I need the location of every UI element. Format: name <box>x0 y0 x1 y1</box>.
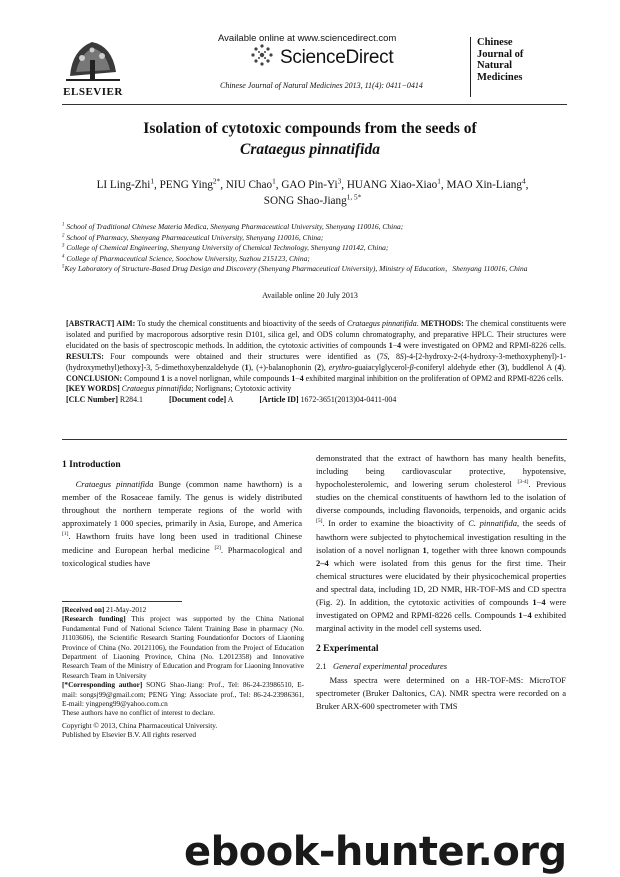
author-list: LI Ling-Zhi$^1$, PENG Ying$^{2*}$, NIU Chao$^1$, GAO Pin-Yi$^3$, HUANG Xiao-Xiao$^1$, MAO Xin-Liang$^4$, SONG Shao-Jiang$^{1, 5*}$ <box>96 177 529 207</box>
abstract-text: [ABSTRACT] AIM: To study the chemical constituents and bioactivity of the seeds of Crataegus pinnatifida. METHODS: The chemical constituents were isolated and purified by macroporous adsorptive resin D101, silica gel, and ODS column chromatography, and preparative HPLC. Their structures were elucidated on the basis of spectroscopic methods. In addition, the cytotoxic activities of compounds 1−4 were investigated on OPM2 and RPMI-8226 cells. RESULTS: Four compounds were obtained and their structures were identified as (7S, 8S)-4-[2-hydroxy-2-(4-hydroxy-3-methoxyphenyl)-1-(hydroxymethyl)ethoxy]-3, 5-dimethoxybenzaldehyde (1), (+)-balanophonin (2), erythro-guaiacylglycerol-β-coniferyl aldehyde ether (3), buddlenol A (4). CONCLUSION: Compound 1 is a novel norlignan, while compounds 1−4 exhibited marginal inhibition on the proliferation of OPM2 and RPMI-8226 cells. <box>66 319 566 383</box>
abstract-divider <box>62 439 567 440</box>
journal-name-box <box>470 37 572 97</box>
section-heading-experimental: 2 Experimental <box>316 644 379 655</box>
copyright-notice: Copyright © 2013, China Pharmaceutical University. <box>62 720 218 730</box>
conflict-statement: These authors have no conflict of interest to declare. <box>62 708 215 718</box>
journal-line: Medicines <box>477 71 523 83</box>
affiliations <box>62 222 567 275</box>
left-column <box>62 459 302 570</box>
affiliation: $^5$Key Laboratory of Structure-Based Drug Design and Discovery (Shenyang Pharmaceutical University), Ministry of Education，Shenyang 110016, China <box>62 264 528 273</box>
paper-title-line2: Crataegus pinnatifida <box>240 141 380 158</box>
journal-line: Natural <box>477 60 512 71</box>
author-name: MAO Xin-Liang <box>446 179 522 191</box>
footnotes <box>62 605 304 740</box>
affiliation: $^1$ School of Traditional Chinese Materia Medica, Shenyang Pharmaceutical University, Shenyang 110016, China; <box>62 222 404 231</box>
intro-paragraph-continued: demonstrated that the extract of hawthorn has many health benefits, including being cardiovascular protective, hypotensive, hypocholesterolemic, and lowering serum cholesterol [3-4]. Previous studies on the chemical constituents of hawthorn led to the isolation of diverse compounds, including flavonoids, terpenoids, and organic acids [5]. In order to examine the bioactivity of C. pinnatifida, the seeds of hawthorn were subjected to phytochemical investigation resulting in the isolation of a novel norlignan 1, together with three known compounds 2–4 which were isolated from this genus for the first time. Their chemical structures were elucidated by their physicochemical properties and spectral data, including 1D, 2D NMR, HR-TOF-MS and CD spectra (Fig. 2). In addition, the cytotoxic activities of compounds 1−4 were investigated on OPM2 and RPMI-8226 cells. Compounds 1−4 exhibited marginal activity in the model cell systems used. <box>316 453 566 634</box>
keywords-line: [KEY WORDS] Crataegus pinnatifida; Norlignans; Cytotoxic activity <box>66 384 292 394</box>
paper-title-line1: Isolation of cytotoxic compounds from the seeds of <box>143 120 477 137</box>
affiliation: $^3$ College of Chemical Engineering, Shenyang University of Chemical Technology, Shenyang 110142, China; <box>62 243 389 252</box>
author-name: NIU Chao <box>225 179 273 191</box>
journal-line: Journal of <box>477 48 524 60</box>
funding-note: [Research funding] This project was supported by the China National Fundamental Fund of National Science Talent Training Base in pharmacy (No. J1103606), the Scientific Research Starting Foundationfor Doctors of Liaoning Province of China (No. 20121106), the Foundation from the Project of Education Department of Liaoning Province, China (No. L2012358) and Innovative Research Team of the Ministry of Education and Program for Liaoning Innovative Research Team in University <box>62 614 304 680</box>
author-name: HUANG Xiao-Xiao <box>346 179 438 191</box>
available-online-banner[interactable]: Available online at www.sciencedirect.com <box>218 33 397 44</box>
author-name: LI Ling-Zhi <box>96 179 151 191</box>
author-affil-mark: 3 <box>337 177 342 186</box>
corresponding-author: [*Corresponding author] SONG Shao-Jiang: Prof., Tel: 86-24-23986510, E-mail: songsj99@gmail.com; PENG Ying: Associate prof., Tel: 86-24-23986361, E-mail: yingpeng99@yahoo.com.cn <box>62 680 304 709</box>
subsection-heading: 2.1 General experimental procedures <box>316 661 448 672</box>
author-affil-mark: 1 <box>272 177 276 186</box>
affiliation: $^2$ School of Pharmacy, Shenyang Pharmaceutical University, Shenyang 110016, China; <box>62 232 324 242</box>
section-heading-introduction: 1 Introduction <box>62 460 121 470</box>
experimental-paragraph: Mass spectra were determined on a HR-TOF-MS: MicroTOF spectrometer (Bruker Daltonics, CA). NMR spectra were recorded on a Bruker ARX-600 spectrometer with TMS <box>316 674 566 711</box>
author-name: SONG Shao-Jiang <box>263 195 347 207</box>
journal-citation: Chinese Journal of Natural Medicines 2013, 11(4): 0411−0414 <box>220 81 423 90</box>
author-affil-mark: 1, 5* <box>346 193 362 202</box>
author-affil-mark: 4 <box>521 177 526 186</box>
author-affil-mark: 1 <box>150 177 154 186</box>
sciencedirect-wordmark: ScienceDirect <box>280 47 394 68</box>
sciencedirect-dots-icon <box>250 43 274 67</box>
elsevier-tree-logo <box>62 32 124 84</box>
abstract-block <box>66 319 566 406</box>
watermark-text: ebook-hunter.org <box>184 829 567 875</box>
classification-line: [CLC Number] R284.1 [Document code] A [Article ID] 1672-3651(2013)04-0411-004 <box>66 395 397 405</box>
journal-line: Chinese <box>477 37 513 48</box>
publisher-notice: Published by Elsevier B.V. All rights reserved <box>62 730 197 740</box>
available-online-date: Available online 20 July 2013 <box>262 291 358 300</box>
affiliation: $^4$ College of Pharmaceutical Science, Soochow University, Suzhou 215123, China; <box>62 253 310 263</box>
header-divider <box>62 104 567 105</box>
received-date: [Received on] 21-May-2012 <box>62 605 147 614</box>
author-name: PENG Ying <box>159 179 213 191</box>
intro-paragraph: Crataegus pinnatifida Bunge (common name hawthorn) is a member of the Rosaceae family. The genus is widely distributed throughout the northern temperate regions of the world with approximately 1 000 species, primarily in Asia, Europe, and America [1]. Hawthorn fruits have long been used in traditional Chinese medicine and European herbal medicine [2]. Pharmacological and toxicological studies have <box>62 479 303 568</box>
author-affil-mark: 1 <box>437 177 441 186</box>
footnote-divider <box>62 601 182 602</box>
publisher-name: ELSEVIER <box>63 86 123 98</box>
author-name: GAO Pin-Yi <box>281 179 338 191</box>
author-affil-mark: 2* <box>212 177 221 186</box>
right-column <box>316 452 566 713</box>
